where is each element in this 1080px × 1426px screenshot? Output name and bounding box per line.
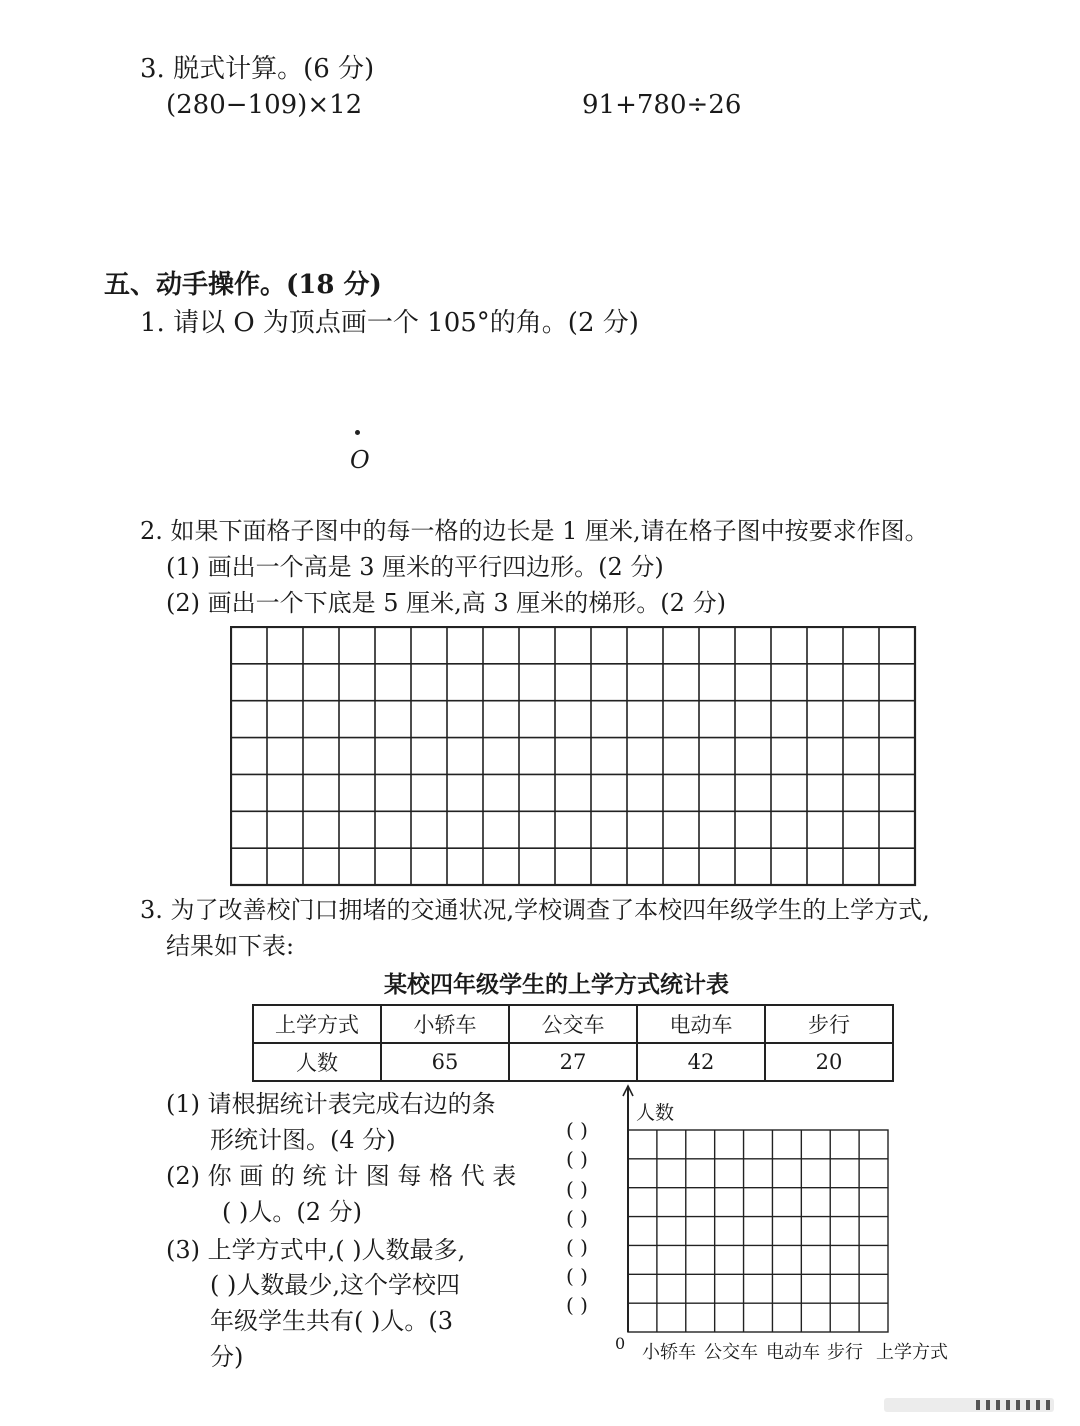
y-tick-bracket[interactable]: ( ) <box>566 1206 588 1230</box>
grid-subquestion-1: (1) 画出一个高是 3 厘米的平行四边形。(2 分) <box>166 553 664 581</box>
sub-question-1-line-2: 形统计图。(4 分) <box>210 1126 396 1154</box>
x-label-ebike: 电动车 <box>766 1342 820 1363</box>
table-cell: 27 <box>509 1043 637 1081</box>
table-header-cell: 上学方式 <box>253 1005 381 1043</box>
sub-question-3-line-3: 年级学生共有( )人。(3 <box>210 1307 453 1335</box>
table-header-cell: 步行 <box>765 1005 893 1043</box>
table-header-row <box>253 1005 893 1043</box>
calc-question-title: 3. 脱式计算。(6 分) <box>140 54 375 84</box>
watermark-logo <box>884 1394 1054 1416</box>
survey-question-line-1: 3. 为了改善校门口拥堵的交通状况,学校调查了本校四年级学生的上学方式, <box>140 896 930 924</box>
survey-question-line-2: 结果如下表: <box>166 932 295 960</box>
y-tick-bracket[interactable]: ( ) <box>566 1293 588 1317</box>
sub-question-3-line-1: (3) 上学方式中,( )人数最多, <box>166 1236 466 1264</box>
section-five-heading: 五、动手操作。(18 分) <box>104 270 382 300</box>
table-cell: 20 <box>765 1043 893 1081</box>
survey-table <box>252 1004 894 1082</box>
calc-expression-1: (280−109)×12 <box>166 90 363 120</box>
table-cell: 65 <box>381 1043 509 1081</box>
table-title: 某校四年级学生的上学方式统计表 <box>384 972 729 998</box>
x-label-bus: 公交车 <box>704 1342 758 1363</box>
chart-y-axis-label: 人数 <box>636 1102 675 1124</box>
grid-subquestion-2: (2) 画出一个下底是 5 厘米,高 3 厘米的梯形。(2 分) <box>166 589 726 617</box>
vertex-point <box>355 430 360 435</box>
chart-grid-border <box>628 1130 888 1332</box>
x-axis-label: 上学方式 <box>876 1342 948 1363</box>
table-header-cell: 电动车 <box>637 1005 765 1043</box>
table-cell: 人数 <box>253 1043 381 1081</box>
angle-question-title: 1. 请以 O 为顶点画一个 105°的角。(2 分) <box>140 308 639 338</box>
y-tick-bracket[interactable]: ( ) <box>566 1235 588 1259</box>
table-header-cell: 公交车 <box>509 1005 637 1043</box>
table-cell: 42 <box>637 1043 765 1081</box>
sub-question-1-line-1: (1) 请根据统计表完成右边的条 <box>166 1090 496 1118</box>
table-header-cell: 小轿车 <box>381 1005 509 1043</box>
drawing-grid[interactable] <box>230 626 918 888</box>
x-label-walk: 步行 <box>827 1342 863 1363</box>
chart-origin-label: 0 <box>615 1334 626 1353</box>
sub-question-2-line-2: ( )人。(2 分) <box>222 1198 362 1226</box>
sub-question-2-line-1: (2) 你 画 的 统 计 图 每 格 代 表 <box>166 1162 517 1190</box>
y-tick-bracket[interactable]: ( ) <box>566 1264 588 1288</box>
x-label-car: 小轿车 <box>642 1342 696 1363</box>
table-row <box>253 1043 893 1081</box>
grid-question-title: 2. 如果下面格子图中的每一格的边长是 1 厘米,请在格子图中按要求作图。 <box>140 517 929 545</box>
calc-expression-2: 91+780÷26 <box>582 90 742 120</box>
sub-question-3-line-2: ( )人数最少,这个学校四 <box>210 1271 460 1299</box>
y-tick-bracket[interactable]: ( ) <box>566 1118 588 1142</box>
y-tick-bracket[interactable]: ( ) <box>566 1147 588 1171</box>
sub-question-3-line-4: 分) <box>210 1343 244 1371</box>
vertex-label: O <box>350 446 370 474</box>
y-tick-bracket[interactable]: ( ) <box>566 1177 588 1201</box>
